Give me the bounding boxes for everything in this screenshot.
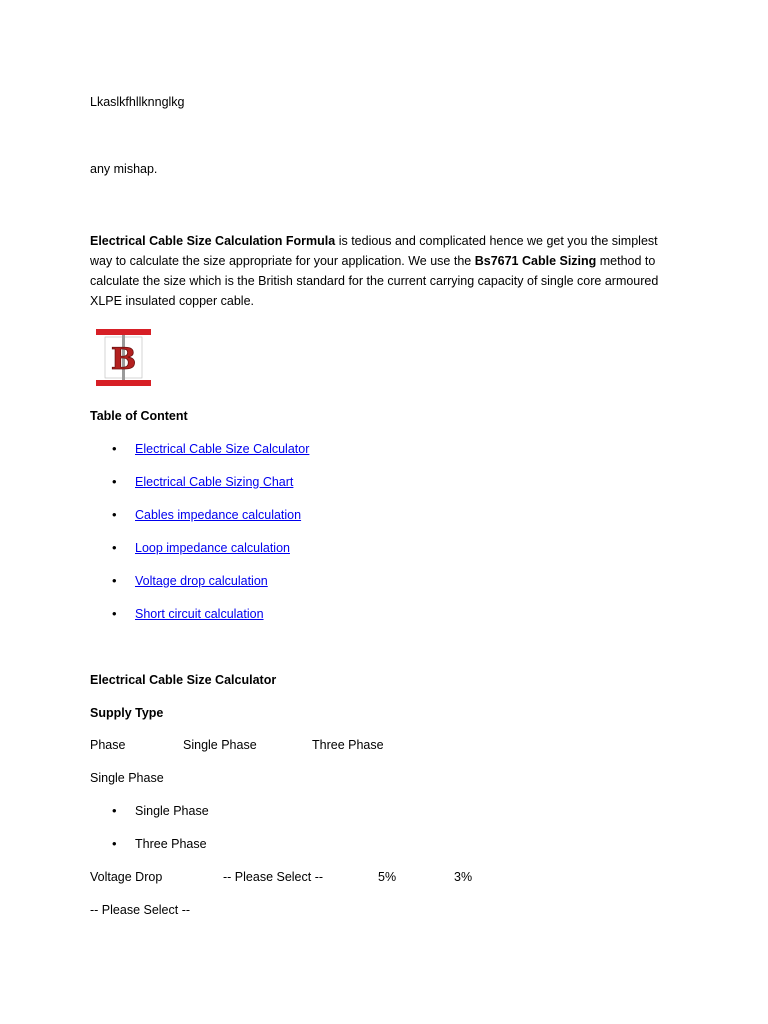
- phase-selected-value[interactable]: Single Phase: [90, 771, 164, 785]
- bullet-icon: •: [112, 573, 117, 588]
- intro-bold-bs7671: Bs7671 Cable Sizing: [474, 254, 597, 268]
- toc-link-cable-size-calculator[interactable]: Electrical Cable Size Calculator: [135, 442, 310, 456]
- toc-link-voltage-drop[interactable]: Voltage drop calculation: [135, 574, 268, 588]
- bullet-icon: •: [112, 441, 117, 456]
- toc-item: [90, 474, 309, 507]
- phase-option-three[interactable]: Three Phase: [312, 738, 384, 752]
- voltage-option-please-select[interactable]: -- Please Select --: [223, 870, 324, 884]
- calculator-heading: Electrical Cable Size Calculator: [90, 673, 277, 687]
- bullet-icon: •: [112, 836, 117, 851]
- intro-paragraph: [90, 231, 675, 311]
- phase-list-item: [90, 836, 209, 869]
- toc-item: [90, 606, 309, 639]
- svg-text:B: B: [110, 342, 137, 377]
- phase-list-three[interactable]: Three Phase: [135, 837, 207, 851]
- toc-link-cables-impedance[interactable]: Cables impedance calculation: [135, 508, 302, 522]
- supply-type-heading: Supply Type: [90, 706, 164, 720]
- voltage-option-5-percent[interactable]: 5%: [378, 870, 397, 884]
- toc-item: [90, 540, 309, 573]
- phase-options-list: [90, 803, 209, 869]
- intro-text-1: is tedious and complicated hence we get you the simplest way to calculate the size appropriate for your application. We use the: [90, 234, 658, 268]
- text-line-2: any mishap.: [90, 162, 158, 176]
- bullet-icon: •: [112, 606, 117, 621]
- bullet-icon: •: [112, 474, 117, 489]
- toc-item: [90, 507, 309, 540]
- toc-list: [90, 441, 309, 639]
- phase-list-item: [90, 803, 209, 836]
- voltage-selected-value[interactable]: -- Please Select --: [90, 903, 191, 917]
- toc-item: [90, 573, 309, 606]
- toc-link-short-circuit[interactable]: Short circuit calculation: [135, 607, 264, 621]
- phase-option-single[interactable]: Single Phase: [183, 738, 257, 752]
- voltage-drop-label: Voltage Drop: [90, 870, 163, 884]
- b-letter-logo-icon: [96, 329, 152, 387]
- toc-heading: Table of Content: [90, 409, 188, 423]
- toc-item: [90, 441, 309, 474]
- intro-text-2: method to calculate the size which is the British standard for the current carrying capacity of single core armoured XLPE insulated copper cable.: [90, 254, 659, 308]
- intro-bold-formula: Electrical Cable Size Calculation Formula: [90, 234, 336, 248]
- bullet-icon: •: [112, 540, 117, 555]
- phase-list-single[interactable]: Single Phase: [135, 804, 209, 818]
- bullet-icon: •: [112, 507, 117, 522]
- bullet-icon: •: [112, 803, 117, 818]
- toc-link-loop-impedance[interactable]: Loop impedance calculation: [135, 541, 290, 555]
- text-line-1: Lkaslkfhllknnglkg: [90, 95, 185, 109]
- voltage-option-3-percent[interactable]: 3%: [454, 870, 473, 884]
- phase-label: Phase: [90, 738, 126, 752]
- toc-link-cable-sizing-chart[interactable]: Electrical Cable Sizing Chart: [135, 475, 294, 489]
